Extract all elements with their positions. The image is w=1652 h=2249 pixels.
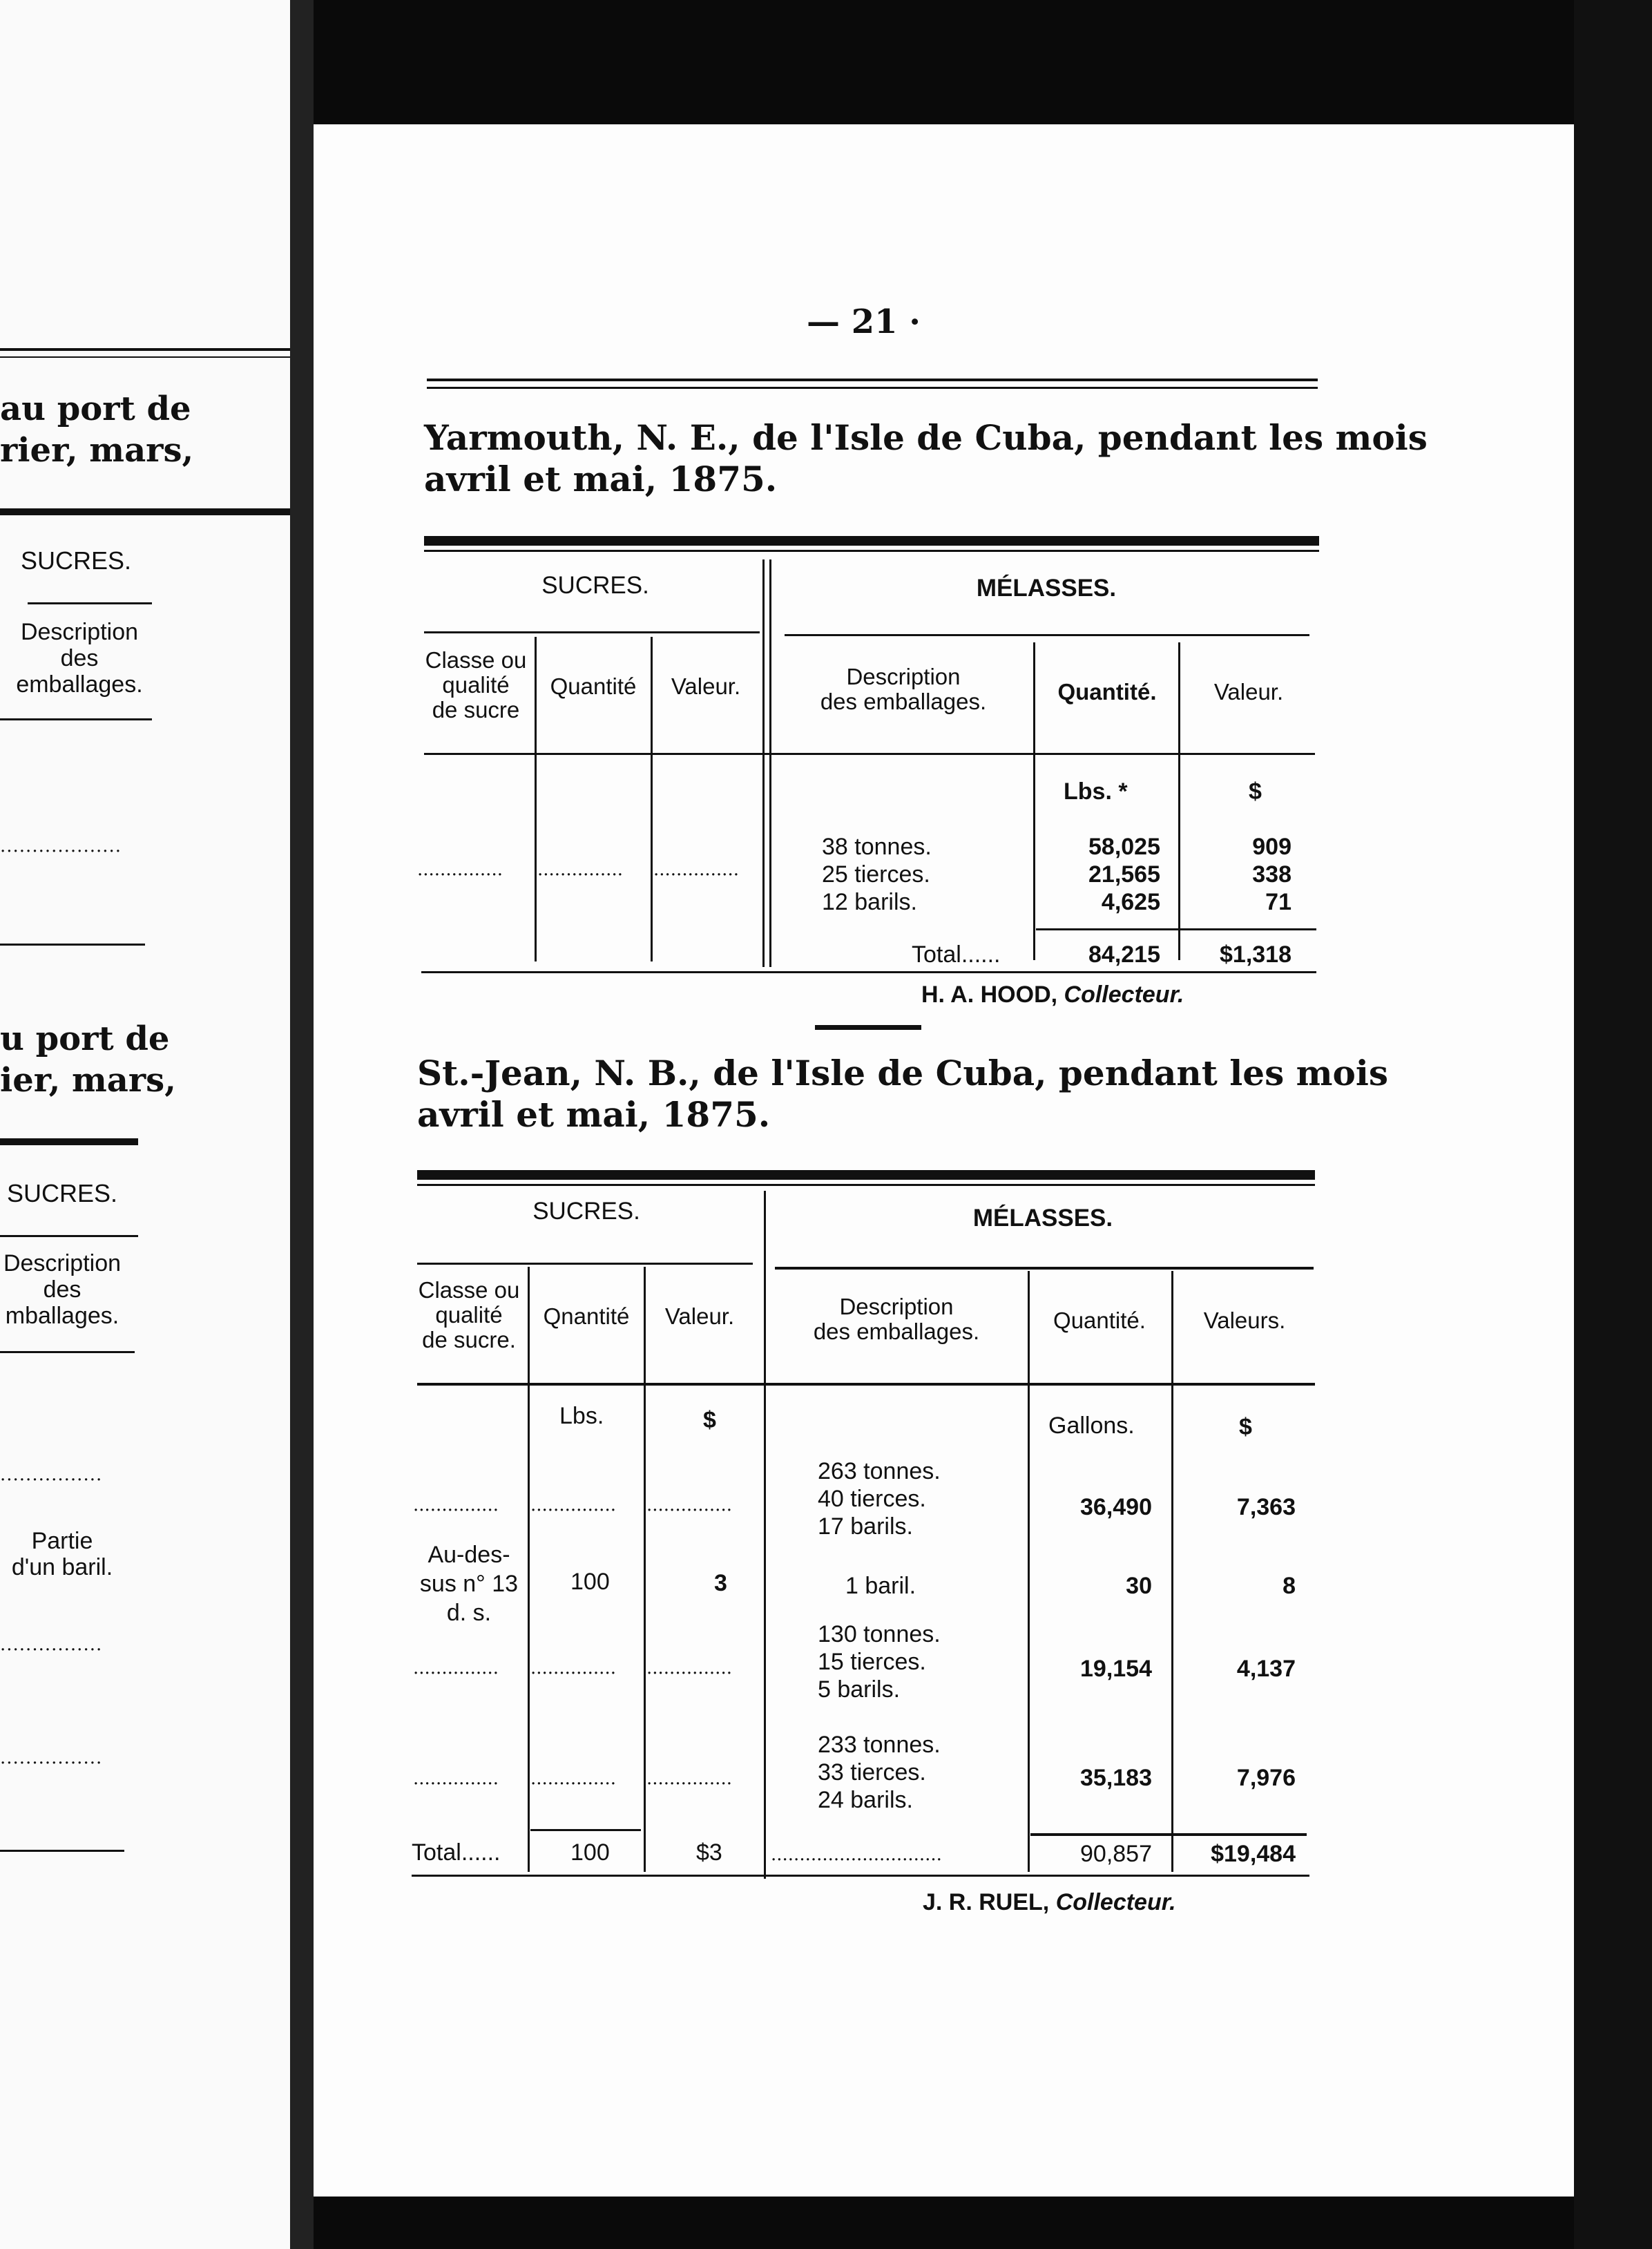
rule xyxy=(417,1184,1315,1186)
header-line: qualité xyxy=(442,672,510,698)
col-divider xyxy=(764,1191,766,1879)
s2-dots: ............... xyxy=(646,1658,732,1678)
s1-melasses-header: MÉLASSES. xyxy=(976,575,1117,602)
page-number: — 21 · xyxy=(807,303,921,341)
separator-rule xyxy=(815,1025,921,1030)
s1-sucres-header: SUCRES. xyxy=(541,572,649,599)
left-text: ier, mars, xyxy=(0,1061,176,1100)
s1-row-desc: 38 tonnes. xyxy=(822,834,932,860)
header-line: de sucre. xyxy=(422,1327,516,1352)
s2-unit-m-qty: Gallons. xyxy=(1048,1413,1135,1439)
s2-dots: ............... xyxy=(413,1495,499,1515)
s2-row-qty: 19,154 xyxy=(1080,1656,1152,1682)
desc-line: 17 barils. xyxy=(818,1513,913,1540)
s2-total-val: $19,484 xyxy=(1211,1841,1296,1867)
s1-signature-title: Collecteur. xyxy=(1064,982,1184,1008)
s2-unit-s-qty: Lbs. xyxy=(559,1403,604,1429)
desc-line: 24 barils. xyxy=(818,1787,913,1813)
desc-line: 33 tierces. xyxy=(818,1759,926,1786)
s2-row-classe xyxy=(410,1540,528,1627)
s2-sucres-header: SUCRES. xyxy=(532,1198,640,1225)
s1-row-desc: 25 tierces. xyxy=(822,861,930,888)
left-rule xyxy=(0,1351,135,1353)
s2-dots: ............... xyxy=(530,1658,616,1678)
col-divider xyxy=(644,1267,646,1872)
col-divider xyxy=(1178,642,1180,960)
s2-row-val: 7,976 xyxy=(1236,1765,1296,1791)
left-desc-line: Description xyxy=(3,1250,122,1276)
s2-row-val: 7,363 xyxy=(1236,1494,1296,1520)
s2-dots: ............... xyxy=(413,1768,499,1789)
s1-row-qty: 58,025 xyxy=(1088,834,1160,860)
left-desc-line: des xyxy=(43,1276,81,1303)
s1-total-qty: 84,215 xyxy=(1088,941,1160,968)
left-dots: ................... xyxy=(0,836,122,856)
s2-melasses-header: MÉLASSES. xyxy=(972,1205,1113,1232)
left-dots: ................ xyxy=(0,1748,103,1768)
left-desc-line: Description xyxy=(20,619,139,645)
s2-total-qty: 90,857 xyxy=(1080,1841,1152,1867)
left-desc-line: mballages. xyxy=(5,1303,119,1329)
section1-title-line2: avril et mai, 1875. xyxy=(424,459,778,499)
rule xyxy=(775,1267,1314,1270)
col-divider xyxy=(528,1267,530,1872)
rule xyxy=(417,1383,1315,1386)
rule xyxy=(1036,928,1316,930)
left-rule xyxy=(0,1850,124,1852)
s2-dots: ............... xyxy=(413,1658,499,1678)
classe-line: d. s. xyxy=(446,1600,492,1626)
s2-signature-name: J. R. RUEL, xyxy=(923,1889,1050,1915)
s2-col-classe xyxy=(410,1278,528,1352)
s2-col-valeur: Valeur. xyxy=(664,1303,735,1329)
left-rule xyxy=(0,348,290,351)
rule xyxy=(412,1875,1309,1877)
left-sucres: SUCRES. xyxy=(21,546,132,575)
s1-unit-qty: Lbs. * xyxy=(1064,778,1128,805)
desc-line: 233 tonnes. xyxy=(818,1732,941,1758)
header-line: Description xyxy=(839,1294,954,1319)
s2-dots: ............... xyxy=(530,1495,616,1515)
rule xyxy=(417,1263,753,1265)
s2-row-desc xyxy=(818,1731,941,1814)
book-gutter xyxy=(290,0,314,2249)
s2-dots: ............... xyxy=(646,1768,732,1789)
left-sucres: SUCRES. xyxy=(7,1179,118,1207)
s2-row-s-qty: 100 xyxy=(570,1569,610,1595)
left-rule xyxy=(0,944,145,946)
s1-row-val: 909 xyxy=(1252,834,1291,860)
left-text: rier, mars, xyxy=(0,431,194,470)
rule xyxy=(421,971,1316,973)
s2-row-qty: 36,490 xyxy=(1080,1494,1152,1520)
header-line: des emballages. xyxy=(820,689,987,714)
s1-dots-val: ............... xyxy=(653,859,739,880)
section2-title-line1: St.-Jean, N. B., de l'Isle de Cuba, pendant les mois xyxy=(417,1053,1389,1093)
left-partie-line: Partie xyxy=(31,1528,93,1554)
s2-col-m-quantite: Quantité. xyxy=(1053,1308,1146,1333)
s2-row-desc: 1 baril. xyxy=(845,1573,916,1599)
s1-total-val: $1,318 xyxy=(1220,941,1291,968)
left-text: u port de xyxy=(0,1020,170,1058)
s2-total-s-val: $3 xyxy=(696,1839,722,1866)
desc-line: 263 tonnes. xyxy=(818,1458,941,1484)
s1-col-quantite: Quantité xyxy=(550,673,637,699)
s1-col-valeur: Valeur. xyxy=(671,673,741,699)
s1-col-description xyxy=(774,664,1033,714)
rule xyxy=(427,379,1318,381)
rule xyxy=(427,387,1318,389)
header-line: Classe ou xyxy=(425,647,527,673)
left-rule xyxy=(28,602,152,604)
rule xyxy=(417,1170,1315,1180)
s2-total-s-qty: 100 xyxy=(570,1839,610,1866)
classe-line: sus n° 13 xyxy=(419,1571,519,1597)
col-divider xyxy=(1033,642,1035,960)
s2-total-desc-dots: .............................. xyxy=(771,1844,942,1865)
rule xyxy=(424,550,1319,552)
section2-title-line2: avril et mai, 1875. xyxy=(417,1094,771,1135)
s2-row-s-val: 3 xyxy=(714,1570,727,1596)
s2-signature xyxy=(923,1888,1176,1916)
rule xyxy=(530,1829,641,1831)
desc-line: 15 tierces. xyxy=(818,1649,926,1675)
header-line: de sucre xyxy=(432,697,520,722)
s2-dots: ............... xyxy=(646,1495,732,1515)
rule xyxy=(424,536,1319,546)
left-desc-line: emballages. xyxy=(16,671,143,698)
s1-row-qty: 21,565 xyxy=(1088,861,1160,888)
s2-dots: ............... xyxy=(530,1768,616,1789)
s1-col-m-quantite: Quantité. xyxy=(1057,679,1157,705)
s2-total-label: Total...... xyxy=(412,1839,501,1866)
s1-dots-classe: ............... xyxy=(417,859,503,880)
left-rule xyxy=(0,356,290,358)
left-desc xyxy=(0,619,159,698)
left-dots: ................ xyxy=(0,1464,103,1485)
rule xyxy=(424,753,1315,755)
desc-line: 130 tonnes. xyxy=(818,1621,941,1647)
s2-row-qty: 30 xyxy=(1126,1573,1152,1599)
page-edge xyxy=(1574,0,1652,2249)
s2-col-description xyxy=(767,1294,1026,1344)
rule xyxy=(1030,1833,1307,1836)
col-divider xyxy=(1171,1271,1173,1872)
s2-unit-s-val: $ xyxy=(703,1407,716,1433)
header-line: qualité xyxy=(435,1302,503,1328)
s1-row-qty: 4,625 xyxy=(1101,889,1160,915)
s1-row-val: 71 xyxy=(1265,889,1291,915)
rule xyxy=(424,631,760,633)
header-line: des emballages. xyxy=(813,1319,980,1344)
left-rule xyxy=(0,1235,138,1237)
s2-row-val: 8 xyxy=(1283,1573,1296,1599)
s1-col-classe xyxy=(417,648,535,722)
left-partie xyxy=(0,1528,124,1580)
s2-signature-title: Collecteur. xyxy=(1055,1889,1176,1915)
section1-title-line1: Yarmouth, N. E., de l'Isle de Cuba, pendant les mois xyxy=(424,417,1428,458)
col-divider xyxy=(1028,1271,1030,1872)
left-rule xyxy=(0,718,152,720)
s2-col-m-valeur: Valeurs. xyxy=(1203,1308,1286,1333)
left-rule xyxy=(0,1138,138,1145)
header-line: Description xyxy=(846,664,961,689)
classe-line: Au-des- xyxy=(428,1542,510,1568)
s2-row-desc xyxy=(818,1457,941,1540)
header-line: Classe ou xyxy=(418,1277,520,1303)
s1-unit-val: $ xyxy=(1249,778,1262,805)
s1-row-desc: 12 barils. xyxy=(822,889,917,915)
s2-row-desc xyxy=(818,1620,941,1703)
left-dots: ................ xyxy=(0,1634,103,1655)
left-page-fragment xyxy=(0,0,290,2249)
s1-row-val: 338 xyxy=(1252,861,1291,888)
s2-col-quantite: Qnantité xyxy=(543,1303,630,1329)
desc-line: 5 barils. xyxy=(818,1676,901,1703)
s2-unit-m-val: $ xyxy=(1239,1414,1252,1440)
s1-dots-qty: ............... xyxy=(537,859,623,880)
left-partie-line: d'un baril. xyxy=(11,1554,113,1580)
rule xyxy=(785,634,1309,636)
col-divider xyxy=(769,559,771,967)
s1-total-label: Total...... xyxy=(912,941,1001,968)
left-text: au port de xyxy=(0,390,191,428)
desc-line: 40 tierces. xyxy=(818,1486,926,1512)
left-rule xyxy=(0,508,290,515)
col-divider xyxy=(762,559,765,967)
s2-row-val: 4,137 xyxy=(1236,1656,1296,1682)
s1-signature xyxy=(921,981,1184,1008)
s1-signature-name: H. A. HOOD, xyxy=(921,982,1058,1008)
s2-row-qty: 35,183 xyxy=(1080,1765,1152,1791)
left-desc-line: des xyxy=(60,645,99,671)
left-desc xyxy=(0,1250,145,1329)
s1-col-m-valeur: Valeur. xyxy=(1213,679,1284,705)
